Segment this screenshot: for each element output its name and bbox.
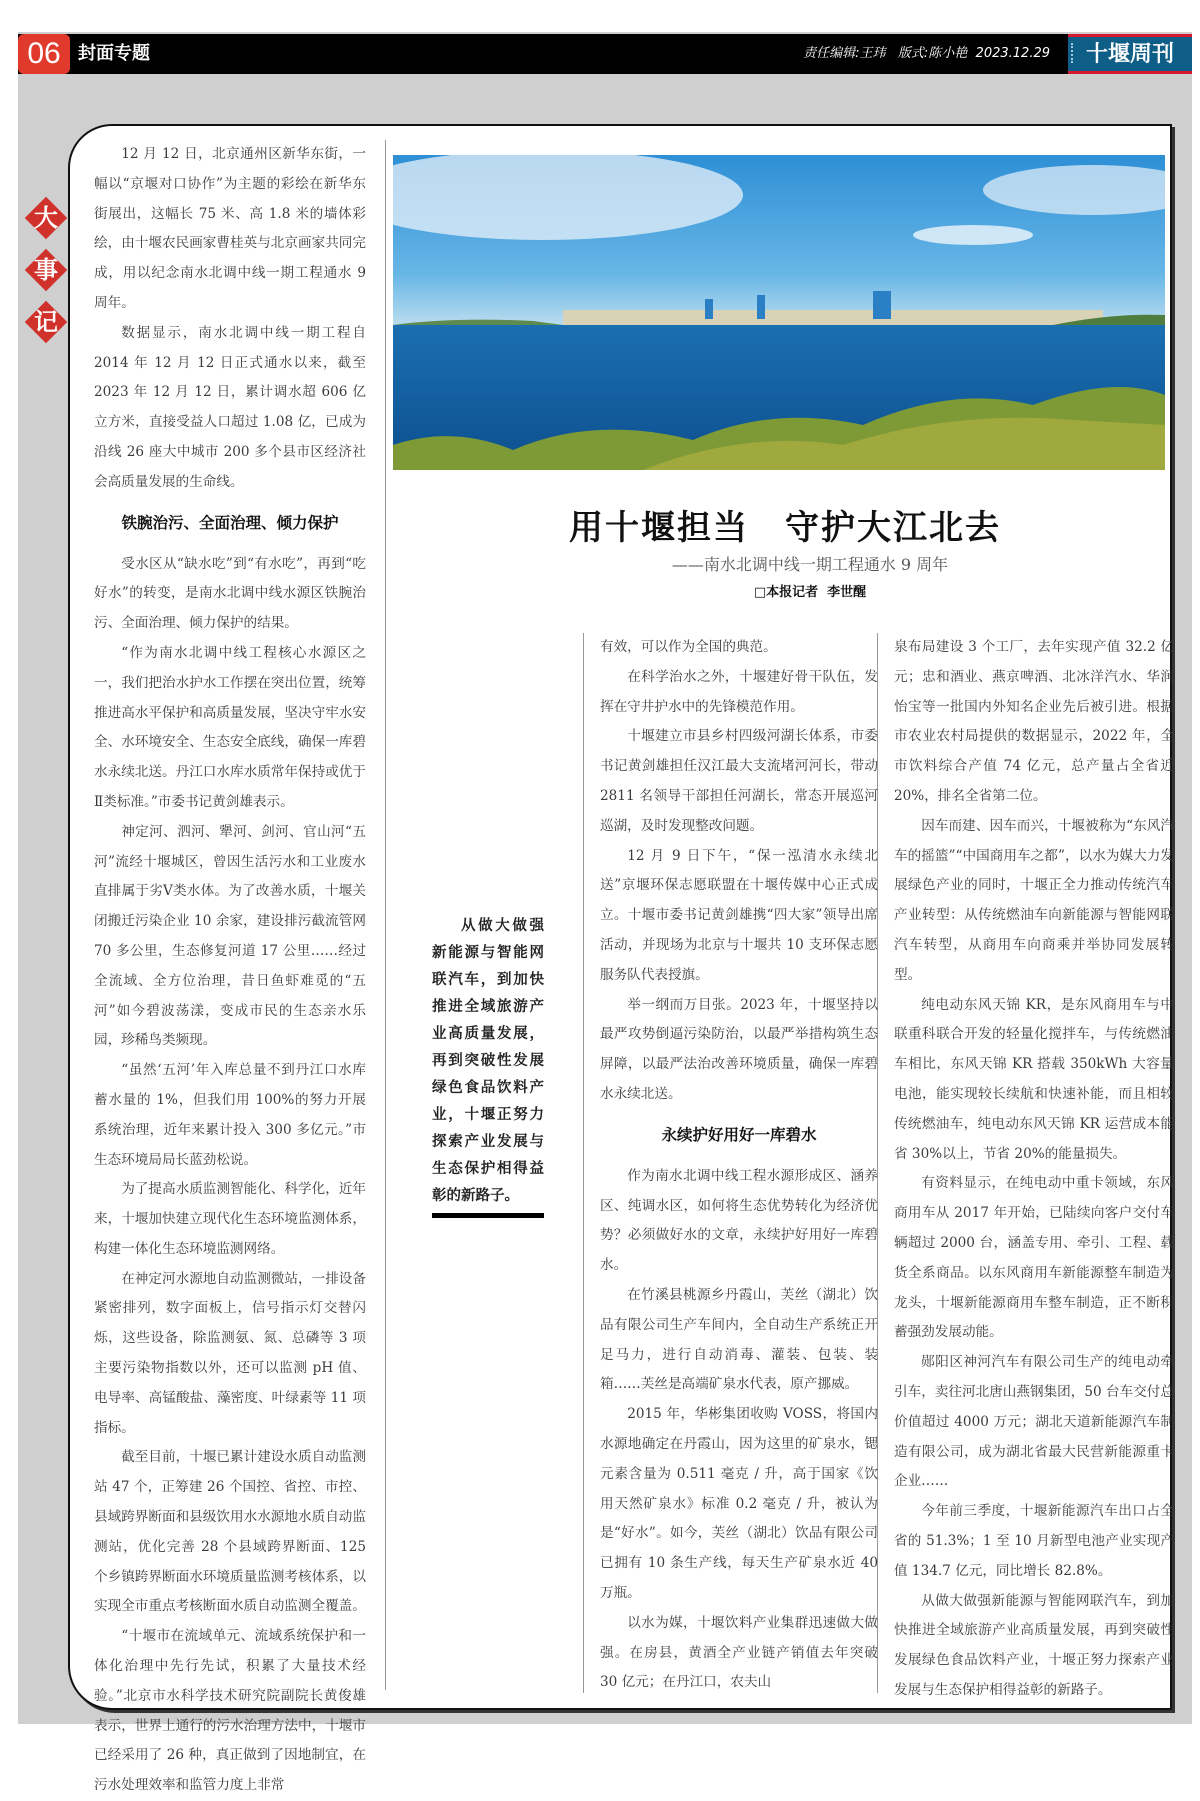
dam-tower bbox=[873, 291, 891, 319]
paragraph: 今年前三季度，十堰新能源汽车出口占全省的 51.3%；1 至 10 月新型电池产业实现产值 134.7 亿元，同比增长 82.8%。 bbox=[894, 1503, 1174, 1579]
paragraph: 在科学治水之外，十堰建好骨干队伍，发挥在守井护水中的先锋模范作用。 bbox=[600, 668, 878, 715]
paragraph: 泉布局建设 3 个工厂，去年实现产值 32.2 亿元；忠和酒业、燕京啤酒、北冰洋汽水、华润怡宝等一批国内外知名企业先后被引进。根据市农业农村局提供的数据显示，2022 年，全市饮料综合产值 74 亿元，总产量占全省近 20%，排名全省第二位。 bbox=[894, 639, 1174, 804]
paragraph: 十堰建立市县乡村四级河湖长体系，市委书记黄剑雄担任汉江最大支流堵河河长，带动 2811 名领导干部担任河湖长，常态开展巡河巡湖，及时发现整改问题。 bbox=[600, 728, 878, 834]
paragraph: 郧阳区神河汽车有限公司生产的纯电动牵引车，卖往河北唐山燕钢集团，50 台车交付总价值超过 4000 万元；湖北天道新能源汽车制造有限公司，成为湖北省最大民营新能源重卡企业…… bbox=[894, 1354, 1174, 1490]
paragraph: 受水区从“缺水吃”到“有水吃”，再到“吃好水”的转变，是南水北调中线水源区铁腕治污、全面治理、倾力保护的结果。 bbox=[94, 555, 366, 632]
dam-tower bbox=[757, 295, 765, 319]
paragraph: 作为南水北调中线工程水源形成区、涵养区、纯调水区，如何将生态优势转化为经济优势？必须做好水的文章，永续护好用好一库碧水。 bbox=[600, 1167, 878, 1274]
dam-wall bbox=[563, 310, 1103, 325]
pull-quote bbox=[432, 912, 544, 1209]
paragraph: “作为南水北调中线工程核心水源区之一，我们把治水护水工作摆在突出位置，统筹推进高水平保护和高质量发展，坚决守牢水安全、水环境安全、生态安全底线，确保一库碧水永续北送。丹江口水库水质常年保持或优于Ⅱ类标准。”市委书记黄剑雄表示。 bbox=[94, 644, 366, 810]
subheading: 永续护好用好一库碧水 bbox=[661, 1125, 817, 1144]
paragraph: 神定河、泗河、犟河、剑河、官山河“五河”流经十堰城区，曾因生活污水和工业废水直排属于劣Ⅴ类水体。为了改善水质，十堰关闭搬迁污染企业 10 余家，建设排污截流管网 70 多公里，生态修复河道 17 公里……经过全流域、全方位治理，昔日鱼虾难觅的“五河”如今碧波荡漾，变成市民的生态亲水乐园，珍稀鸟类频现。 bbox=[94, 823, 366, 1049]
paragraph: 有效，可以作为全国的典范。 bbox=[600, 639, 777, 655]
badge-da: 大 bbox=[24, 196, 68, 240]
paragraph: 2015 年，华彬集团收购 VOSS，将国内水源地确定在丹霞山，因为这里的矿泉水，锶元素含量为 0.511 毫克 / 升，高于国家《饮用天然矿泉水》标准 0.2 毫克 / 升，被认为是“好水”。如今，芙丝（湖北）饮品有限公司已拥有 10 条生产线，每天生产矿泉水近 40 万瓶。 bbox=[600, 1406, 878, 1601]
paragraph: 纯电动东风天锦 KR，是东风商用车与中联重科联合开发的轻量化搅拌车，与传统燃油车相比，东风天锦 KR 搭载 350kWh 大容量电池，能实现较长续航和快速补能，而且相较传统燃油车，纯电动东风天锦 KR 运营成本能省 30%以上，节省 20%的能量损失。 bbox=[894, 996, 1174, 1162]
article-subtitle: ——南水北调中线一期工程通水 9 周年 bbox=[671, 555, 949, 574]
paragraph: 因车而建、因车而兴，十堰被称为“东风汽车的摇篮”“中国商用车之都”，以水为媒大力发展绿色产业的同时，十堰正全力推动传统汽车产业转型：从传统燃油车向新能源与智能网联汽车转型，从商用车向商乘并举协同发展转型。 bbox=[894, 817, 1174, 983]
badge-shi: 事 bbox=[24, 248, 68, 292]
page-number: 06 bbox=[18, 34, 70, 74]
paragraph: 12 月 9 日下午，“保一泓清水永续北送”京堰环保志愿联盟在十堰传媒中心正式成立。十堰市委书记黄剑雄携“四大家”领导出席活动，并现场为北京与十堰共 10 支环保志愿服务队代表授旗。 bbox=[600, 847, 878, 983]
subheading: 铁腕治污、全面治理、倾力保护 bbox=[121, 513, 339, 532]
section-title: 封面专题 bbox=[78, 43, 150, 64]
pull-quote-rule bbox=[432, 1213, 544, 1218]
pull-quote-text: 从做大做强新能源与智能网联汽车，到加快推进全域旅游产业高质量发展，再到突破性发展绿色食品饮料产业，十堰正努力探索产业发展与生态保护相得益彰的新路子。 bbox=[432, 917, 544, 1204]
masthead-text: 十堰周刊 bbox=[1085, 41, 1174, 67]
cloud bbox=[913, 225, 1033, 245]
dam-tower bbox=[705, 299, 713, 319]
column-1 bbox=[94, 140, 366, 1801]
paragraph: 12 月 12 日，北京通州区新华东街，一幅以“京堰对口协作”为主题的彩绘在新华东街展出，这幅长 75 米、高 1.8 米的墙体彩绘，由十堰农民画家曹桂英与北京画家共同完成，用以纪念南水北调中线一期工程通水 9 周年。 bbox=[94, 146, 366, 311]
dam-reservoir-photo bbox=[393, 155, 1165, 470]
column-divider bbox=[583, 633, 584, 1693]
column-4 bbox=[894, 633, 1174, 1706]
paragraph: 为了提高水质监测智能化、科学化，近年来，十堰加快建立现代化生态环境监测体系，构建一体化生态环境监测网络。 bbox=[94, 1181, 366, 1257]
photo-illustration bbox=[393, 155, 1165, 470]
article-byline: □本报记者 李世醒 bbox=[753, 585, 867, 600]
paragraph: “虽然‘五河’年入库总量不到丹江口水库蓄水量的 1%，但我们用 100%的努力开展系统治理，近年来累计投入 300 多亿元。”市生态环境局局长蓝劲松说。 bbox=[94, 1062, 366, 1168]
paragraph: “十堰市在流域单元、流域系统保护和一体化治理中先行先试，积累了大量技术经验。”北京市水科学技术研究院副院长黄俊雄表示，世界上通行的污水治理方法中，十堰市已经采用了 26 种，真正做到了因地制宜，在污水处理效率和监管力度上非常 bbox=[94, 1628, 366, 1794]
column-divider bbox=[385, 140, 386, 1690]
column-3 bbox=[600, 633, 878, 1698]
paragraph: 在竹溪县桃源乡丹霞山，芙丝（湖北）饮品有限公司生产车间内，全自动生产系统正开足马力，进行自动消毒、灌装、包装、装箱……芙丝是高端矿泉水代表，原产挪威。 bbox=[600, 1286, 878, 1393]
paragraph: 从做大做强新能源与智能网联汽车，到加快推进全域旅游产业高质量发展，再到突破性发展绿色食品饮料产业，十堰正努力探索产业发展与生态保护相得益彰的新路子。 bbox=[894, 1592, 1174, 1698]
paragraph: 在神定河水源地自动监测微站，一排设备紧密排列，数字面板上，信号指示灯交替闪烁，这些设备，除监测氨、氮、总磷等 3 项主要污染物指数以外，还可以监测 pH 值、电导率、高锰酸盐、藻密度、叶绿素等 11 项指标。 bbox=[94, 1270, 366, 1436]
paragraph: 举一纲而万目张。2023 年，十堰坚持以最严攻势倒逼污染防治，以最严举措构筑生态屏障，以最严法治改善环境质量，确保一库碧水永续北送。 bbox=[600, 996, 878, 1102]
paragraph: 有资料显示，在纯电动中重卡领域，东风商用车从 2017 年开始，已陆续向客户交付车辆超过 2000 台，涵盖专用、牵引、工程、载货全系商品。以东风商用车新能源整车制造为龙头，十堰新能源商用车整车制造，正不断积蓄强劲发展动能。 bbox=[894, 1175, 1174, 1341]
paragraph: 截至目前，十堰已累计建设水质自动监测站 47 个，正筹建 26 个国控、省控、市控、县域跨界断面和县级饮用水水源地水质自动监测站，优化完善 28 个县域跨界断面、125 个乡镇跨界断面水环境质量监测考核体系，以实现全市重点考核断面水质自动监测全覆盖。 bbox=[94, 1449, 366, 1615]
paragraph: 数据显示，南水北调中线一期工程自 2014 年 12 月 12 日正式通水以来，截至 2023 年 12 月 12 日，累计调水超 606 亿立方米，直接受益人口超过 1.08 亿，已成为沿线 26 座大中城市 200 多个县市区经济社会高质量发展的生命线。 bbox=[94, 324, 366, 490]
article-title: 用十堰担当 守护大江北去 bbox=[569, 508, 1001, 548]
masthead-dots-icon bbox=[1071, 43, 1075, 63]
editor-credits: 责任编辑:王玮 版式:陈小艳 2023.12.29 bbox=[803, 46, 1050, 61]
paragraph: 以水为媒，十堰饮料产业集群迅速做大做强。在房县，黄酒全产业链产销值去年突破 30 亿元；在丹江口，农夫山 bbox=[600, 1614, 878, 1691]
badge-ji: 记 bbox=[24, 300, 68, 344]
masthead-logo bbox=[1068, 34, 1192, 74]
